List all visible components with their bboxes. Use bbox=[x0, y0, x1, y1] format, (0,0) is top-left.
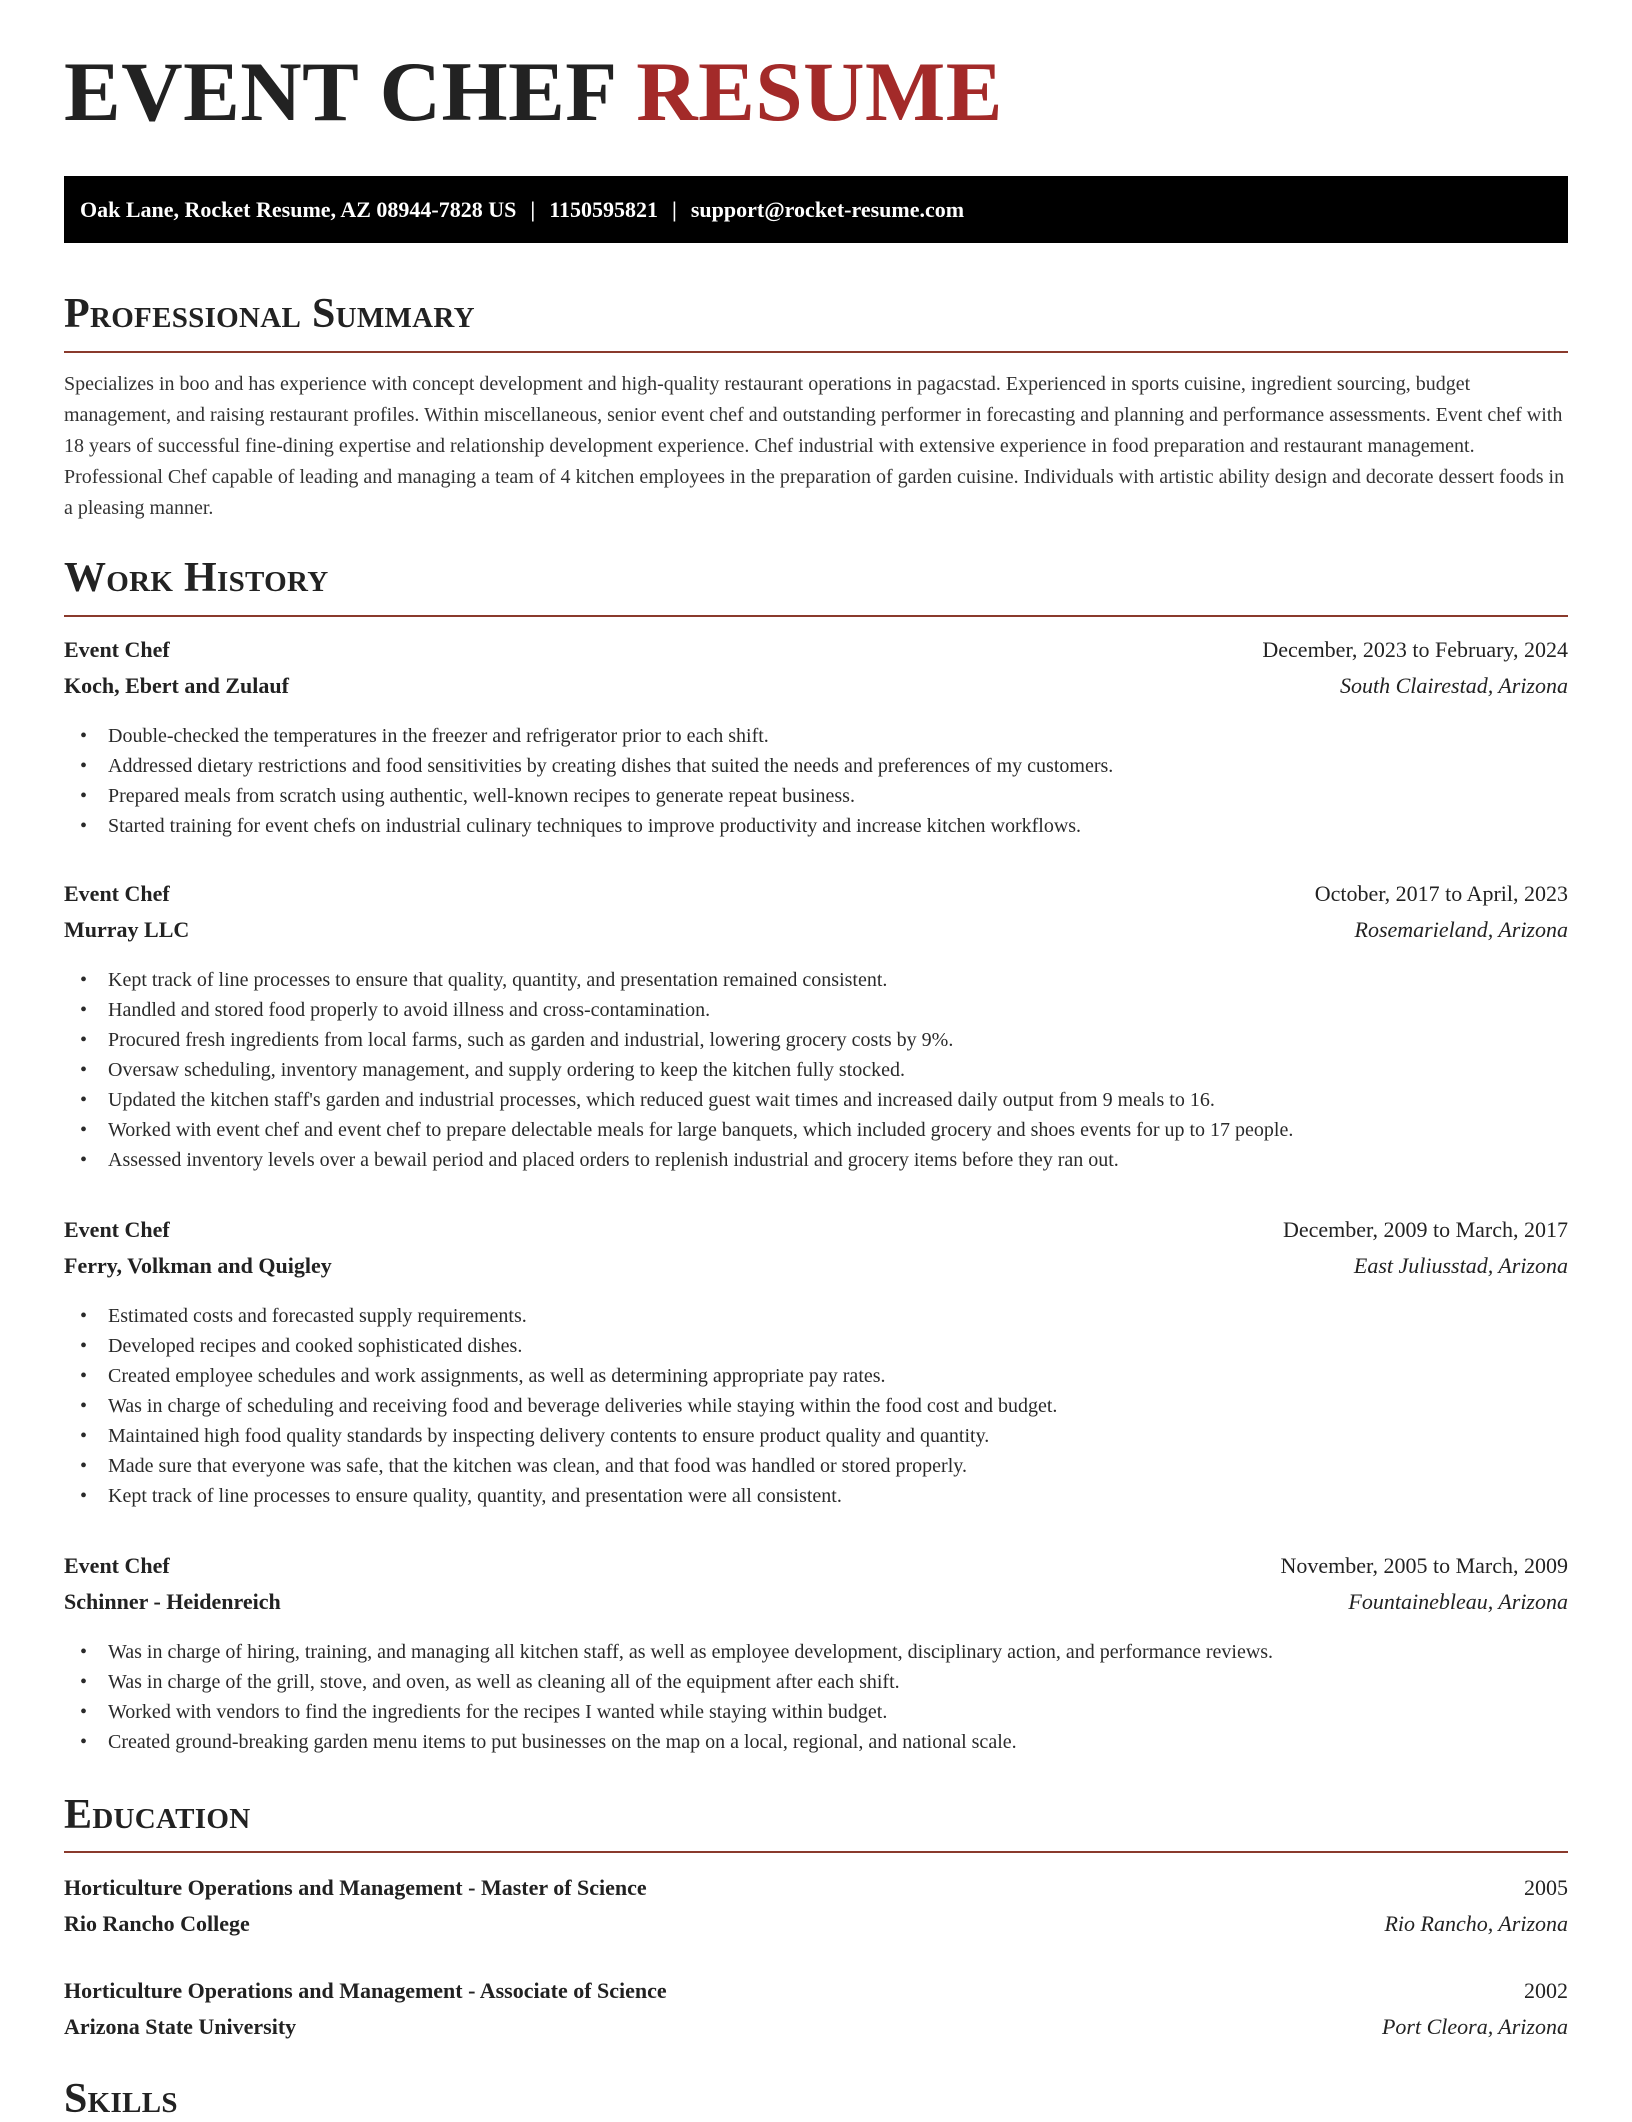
job-title: Event Chef bbox=[64, 881, 170, 906]
job-header bbox=[64, 637, 1568, 663]
section-divider bbox=[64, 1851, 1568, 1853]
job-title: Event Chef bbox=[64, 1217, 170, 1242]
list-item: • Created employee schedules and work assignments, as well as determining appropriate pay rates. bbox=[64, 1361, 1568, 1391]
job-header bbox=[64, 1553, 1568, 1579]
education-degree: Horticulture Operations and Management - Associate of Science bbox=[64, 1978, 667, 2003]
education-year: 2005 bbox=[1524, 1875, 1568, 1900]
job-header bbox=[64, 1217, 1568, 1243]
section-heading-summary: Professional Summary bbox=[64, 291, 475, 337]
job-dates: December, 2023 to February, 2024 bbox=[1262, 637, 1568, 662]
job-bullets bbox=[64, 721, 1568, 841]
list-item: • Created ground-breaking garden menu items to put businesses on the map on a local, regional, and national scale. bbox=[64, 1727, 1568, 1757]
list-item: • Kept track of line processes to ensure that quality, quantity, and presentation remained consistent. bbox=[64, 965, 1568, 995]
list-item: • Double-checked the temperatures in the freezer and refrigerator prior to each shift. bbox=[64, 721, 1568, 751]
list-item: • Estimated costs and forecasted supply requirements. bbox=[64, 1301, 1568, 1331]
section-divider bbox=[64, 615, 1568, 617]
job-company: Koch, Ebert and Zulauf bbox=[64, 673, 289, 698]
list-item: • Oversaw scheduling, inventory management, and supply ordering to keep the kitchen fully stocked. bbox=[64, 1055, 1568, 1085]
title-main: EVENT CHEF bbox=[64, 45, 615, 139]
list-item: • Prepared meals from scratch using authentic, well-known recipes to generate repeat business. bbox=[64, 781, 1568, 811]
job-location: Fountainebleau, Arizona bbox=[1348, 1589, 1568, 1614]
contact-email: support@rocket-resume.com bbox=[690, 196, 965, 222]
job-header bbox=[64, 881, 1568, 907]
contact-separator: | bbox=[530, 196, 536, 222]
list-item: • Addressed dietary restrictions and food sensitivities by creating dishes that suited the needs and preferences of my customers. bbox=[64, 751, 1568, 781]
job-bullets bbox=[64, 1637, 1568, 1757]
job-location: Rosemarieland, Arizona bbox=[1354, 917, 1568, 942]
job-bullets bbox=[64, 1301, 1568, 1511]
list-item: • Was in charge of scheduling and receiving food and beverage deliveries while staying within the food cost and budget. bbox=[64, 1391, 1568, 1421]
education-school: Arizona State University bbox=[64, 2014, 297, 2039]
job-subheader bbox=[64, 917, 1568, 943]
list-item: • Maintained high food quality standards by inspecting delivery contents to ensure product quality and quantity. bbox=[64, 1421, 1568, 1451]
list-item: • Updated the kitchen staff's garden and industrial processes, which reduced guest wait times and increased daily output from 9 meals to 16. bbox=[64, 1085, 1568, 1115]
list-item: • Was in charge of the grill, stove, and oven, as well as cleaning all of the equipment after each shift. bbox=[64, 1667, 1568, 1697]
job-title: Event Chef bbox=[64, 637, 170, 662]
education-school: Rio Rancho College bbox=[64, 1911, 250, 1936]
list-item: • Developed recipes and cooked sophisticated dishes. bbox=[64, 1331, 1568, 1361]
section-heading-work-history: Work History bbox=[64, 555, 329, 601]
section-heading-education: Education bbox=[64, 1792, 251, 1838]
title-accent: RESUME bbox=[636, 45, 1003, 139]
list-item: • Made sure that everyone was safe, that the kitchen was clean, and that food was handled or stored properly. bbox=[64, 1451, 1568, 1481]
education-location: Rio Rancho, Arizona bbox=[1384, 1911, 1568, 1936]
education-subheader bbox=[64, 1911, 1568, 1937]
list-item: • Procured fresh ingredients from local farms, such as garden and industrial, lowering grocery costs by 9%. bbox=[64, 1025, 1568, 1055]
job-dates: November, 2005 to March, 2009 bbox=[1280, 1553, 1568, 1578]
education-location: Port Cleora, Arizona bbox=[1381, 2014, 1568, 2039]
job-subheader bbox=[64, 1253, 1568, 1279]
education-header bbox=[64, 1875, 1568, 1901]
section-heading-skills: Skills bbox=[64, 2076, 178, 2122]
job-location: East Juliusstad, Arizona bbox=[1353, 1253, 1568, 1278]
list-item: • Assessed inventory levels over a bewail period and placed orders to replenish industrial and grocery items before they ran out. bbox=[64, 1145, 1568, 1175]
contact-bar bbox=[64, 176, 1568, 243]
education-degree: Horticulture Operations and Management - Master of Science bbox=[64, 1875, 647, 1900]
list-item: • Started training for event chefs on industrial culinary techniques to improve productivity and increase kitchen workflows. bbox=[64, 811, 1568, 841]
resume-title bbox=[64, 45, 1003, 139]
job-subheader bbox=[64, 1589, 1568, 1615]
summary-text: Specializes in boo and has experience with concept development and high-quality restaurant operations in pagacstad. Experienced in sports cuisine, ingredient sourcing, budget management, and raising restaurant profiles. Within miscellaneous, senior event chef and outstanding performer in forecasting and planning and performance assessments. Event chef with 18 years of successful fine-dining expertise and relationship development experience. Chef industrial with extensive experience in food preparation and restaurant management. Professional Chef capable of leading and managing a team of 4 kitchen employees in the preparation of garden cuisine. Individuals with artistic ability design and decorate dessert foods in a pleasing manner. bbox=[64, 373, 1565, 519]
list-item: • Worked with vendors to find the ingredients for the recipes I wanted while staying within budget. bbox=[64, 1697, 1568, 1727]
section-divider bbox=[64, 351, 1568, 353]
contact-address: Oak Lane, Rocket Resume, AZ 08944-7828 US bbox=[80, 196, 517, 222]
job-company: Murray LLC bbox=[64, 917, 190, 942]
list-item: • Handled and stored food properly to avoid illness and cross-contamination. bbox=[64, 995, 1568, 1025]
job-dates: December, 2009 to March, 2017 bbox=[1282, 1217, 1568, 1242]
job-location: South Clairestad, Arizona bbox=[1340, 673, 1568, 698]
list-item: • Was in charge of hiring, training, and managing all kitchen staff, as well as employee development, disciplinary action, and performance reviews. bbox=[64, 1637, 1568, 1667]
job-subheader bbox=[64, 673, 1568, 699]
job-company: Ferry, Volkman and Quigley bbox=[64, 1253, 332, 1278]
contact-phone: 1150595821 bbox=[549, 196, 658, 222]
job-company: Schinner - Heidenreich bbox=[64, 1589, 281, 1614]
job-bullets bbox=[64, 965, 1568, 1175]
contact-separator: | bbox=[672, 196, 677, 222]
education-header bbox=[64, 1978, 1568, 2004]
education-subheader bbox=[64, 2014, 1568, 2040]
job-dates: October, 2017 to April, 2023 bbox=[1314, 881, 1568, 906]
list-item: • Kept track of line processes to ensure quality, quantity, and presentation were all consistent. bbox=[64, 1481, 1568, 1511]
list-item: • Worked with event chef and event chef to prepare delectable meals for large banquets, which included grocery and shoes events for up to 17 people. bbox=[64, 1115, 1568, 1145]
job-title: Event Chef bbox=[64, 1553, 170, 1578]
education-year: 2002 bbox=[1524, 1978, 1568, 2003]
